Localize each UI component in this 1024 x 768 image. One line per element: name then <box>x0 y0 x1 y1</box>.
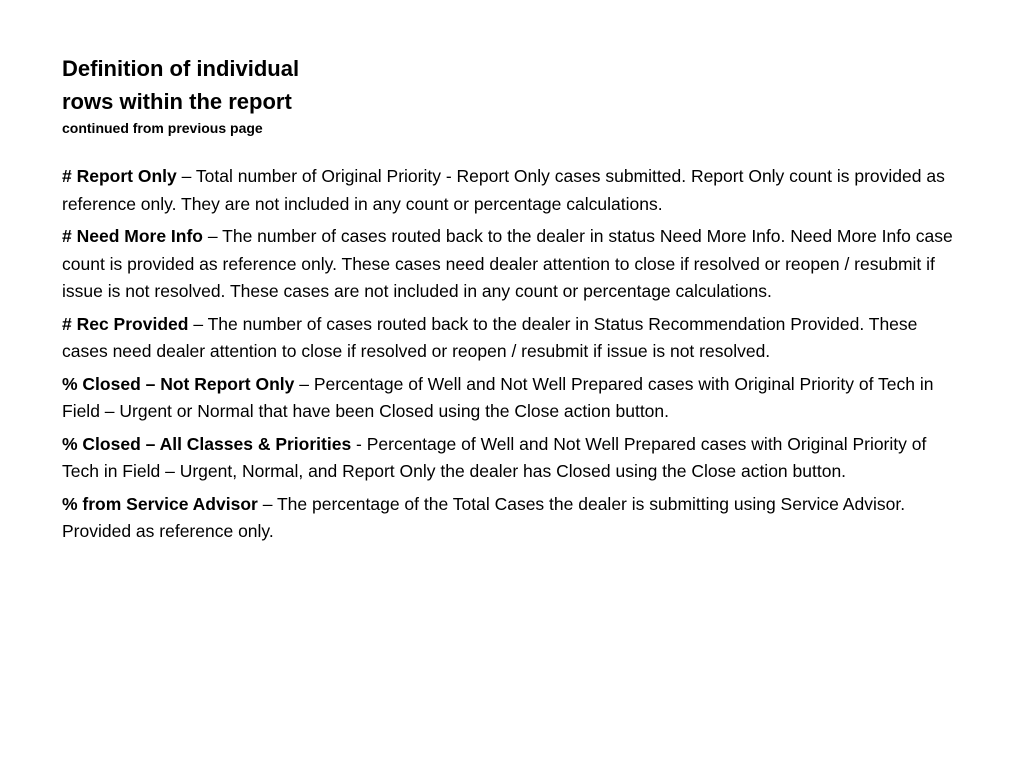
definition-report-only <box>62 163 967 218</box>
subtitle: continued from previous page <box>62 120 263 136</box>
definition-term: % from Service Advisor <box>62 493 258 514</box>
definition-term: # Rec Provided <box>62 313 189 334</box>
definition-from-service-advisor <box>62 491 967 546</box>
definition-term: % Closed – Not Report Only <box>62 373 295 394</box>
definition-text: – The number of cases routed back to the dealer in Status Recommendation Provided. These cases need dealer attention to close if resolved or reopen / resubmit if issue is not resolved. <box>62 313 918 361</box>
slide <box>62 52 967 551</box>
title-line-1: Definition of individual <box>62 56 300 81</box>
definition-text: – Percentage of Well and Not Well Prepared cases with Original Priority of Tech in Field – Urgent or Normal that have been Closed using the Close action button. <box>62 373 934 421</box>
definition-term: % Closed – All Classes & Priorities <box>62 433 352 454</box>
definition-rec-provided <box>62 311 967 366</box>
definition-closed-all-classes <box>62 431 967 486</box>
definition-text: – The number of cases routed back to the dealer in status Need More Info. Need More Info case count is provided as reference only. These cases need dealer attention to close if resolved or reopen / resubmit if issue is not resolved. These cases are not included in any count or percentage calculations. <box>62 226 953 301</box>
definition-need-more-info <box>62 223 967 306</box>
definition-text: – The percentage of the Total Cases the dealer is submitting using Service Advisor. Provided as reference only. <box>62 493 906 541</box>
definition-term: # Need More Info <box>62 226 203 246</box>
definition-list <box>62 163 967 546</box>
title-line-2: rows within the report <box>62 89 292 114</box>
definition-term: # Report Only <box>62 166 177 186</box>
definition-text: - Percentage of Well and Not Well Prepared cases with Original Priority of Tech in Field – Urgent, Normal, and Report Only the dealer has Closed using the Close action button. <box>62 433 927 481</box>
definition-text: – Total number of Original Priority - Report Only cases submitted. Report Only count is provided as reference only. They are not included in any count or percentage calculations. <box>62 166 945 214</box>
definition-closed-not-report-only <box>62 371 967 426</box>
page-title <box>62 52 967 118</box>
